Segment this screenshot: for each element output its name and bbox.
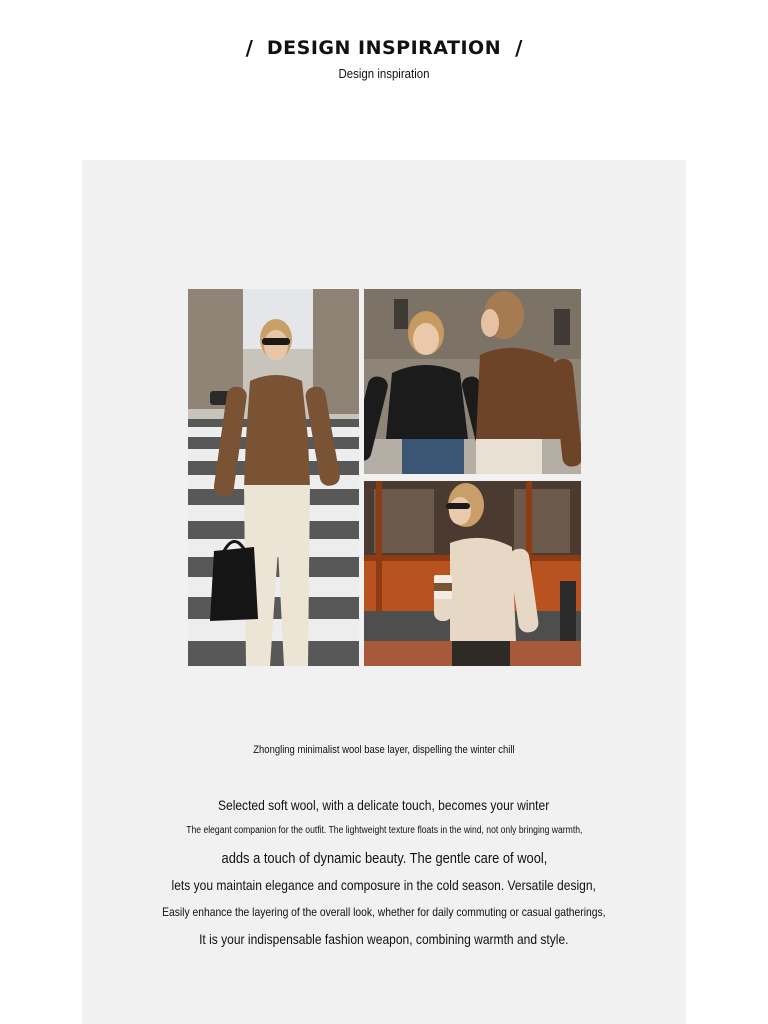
description-line-2-text: The elegant companion for the outfit. The lightweight texture floats in the wind, not only bringing warmth, (185, 825, 583, 836)
woman-crossing-street-photo (188, 289, 359, 666)
woman-with-coffee-cafe-photo (364, 481, 581, 666)
page-title: DESIGN INSPIRATION (266, 37, 502, 59)
description-line-3 (82, 850, 686, 867)
description-line-5 (82, 905, 686, 919)
description-line-1 (82, 797, 686, 813)
page-subtitle: Design inspiration (338, 66, 430, 81)
description-line-6-text: It is your indispensable fashion weapon, combining warmth and style. (199, 931, 569, 947)
description-line-6 (82, 931, 686, 947)
title-row (0, 34, 768, 62)
description-line-3-text: adds a touch of dynamic beauty. The gentle care of wool, (221, 850, 547, 867)
two-women-street-photo (364, 289, 581, 474)
content-panel (82, 160, 686, 1024)
header (0, 34, 768, 81)
photo-collage (188, 289, 581, 666)
description-line-1-text: Selected soft wool, with a delicate touch, becomes your winter (218, 797, 550, 813)
description-line-4 (82, 877, 686, 893)
product-caption (82, 744, 686, 756)
description-line-5-text: Easily enhance the layering of the overall look, whether for daily commuting or casual gatherings, (162, 905, 606, 919)
title-slash-left: / (245, 36, 253, 60)
description-line-4-text: lets you maintain elegance and composure in the cold season. Versatile design, (171, 877, 597, 893)
title-slash-right: / (515, 36, 523, 60)
product-caption-text: Zhongling minimalist wool base layer, dispelling the winter chill (253, 744, 515, 756)
description-line-2 (82, 825, 686, 836)
